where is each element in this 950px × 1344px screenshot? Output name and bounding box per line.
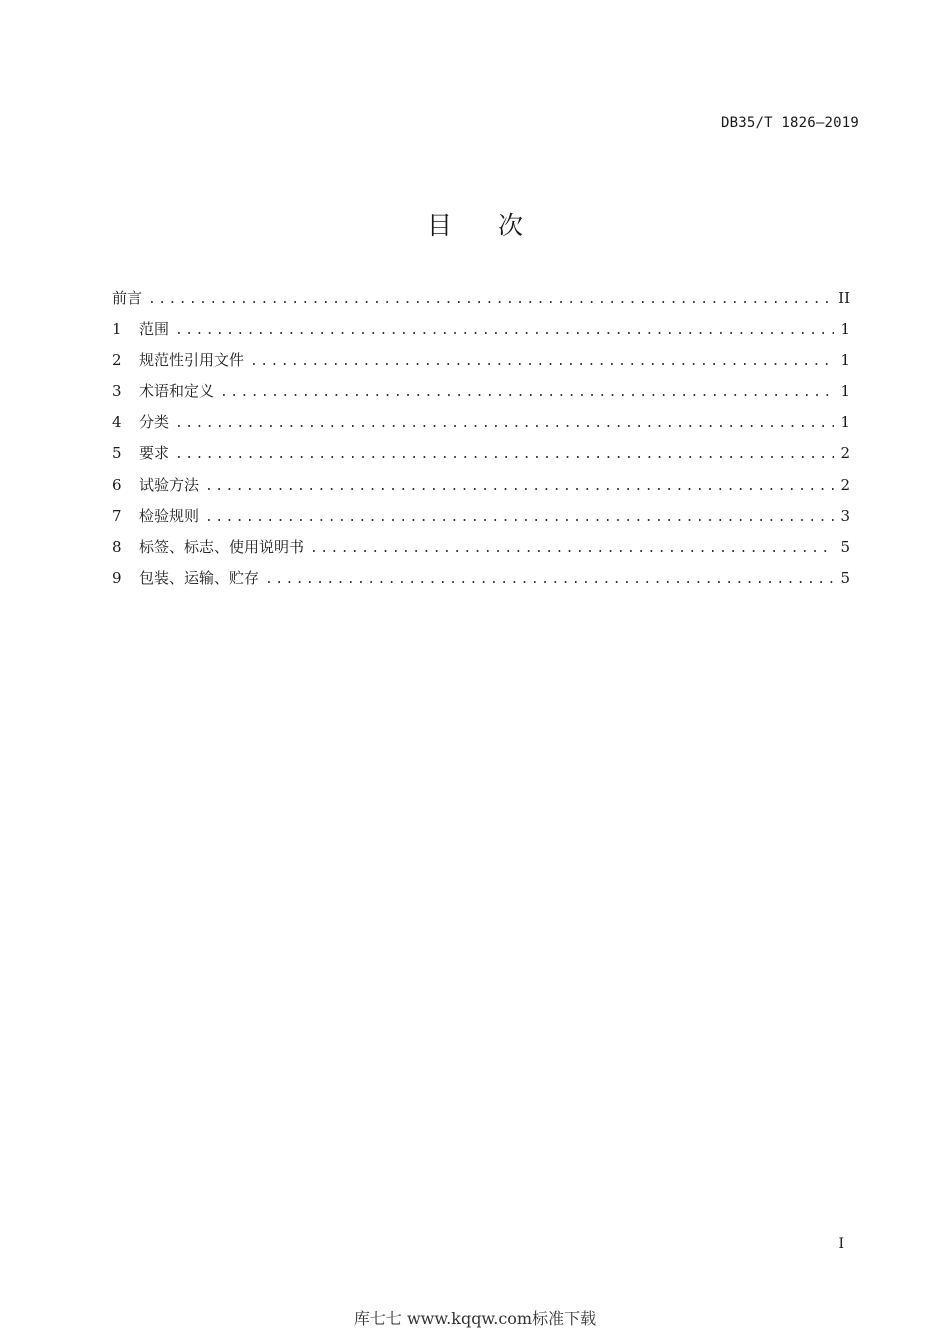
toc-entry-label: 试验方法 (139, 475, 200, 494)
toc-entry-number: 1 (112, 320, 122, 339)
toc-leader-dots (175, 315, 834, 346)
toc-entry-label: 分类 (139, 413, 170, 432)
toc-title: 目次 (426, 211, 569, 240)
toc-entry-classification[interactable] (112, 407, 850, 438)
toc-entry-label: 规范性引用文件 (139, 351, 245, 370)
toc-entry-label: 前言 (112, 289, 143, 307)
toc-entry-foreword[interactable] (112, 283, 850, 314)
toc-leader-dots (310, 533, 834, 564)
toc-entry-label: 标签、标志、使用说明书 (139, 537, 305, 556)
table-of-contents (112, 283, 850, 594)
toc-entry-normative-references[interactable] (112, 345, 850, 376)
toc-entry-page: 1 (840, 351, 850, 370)
toc-entry-page: II (838, 289, 850, 307)
standard-code: DB35/T 1826—2019 (720, 115, 859, 131)
toc-leader-dots (250, 346, 834, 377)
toc-entry-page: 5 (840, 568, 850, 587)
toc-entry-test-methods[interactable] (112, 470, 850, 501)
toc-leader-dots (175, 408, 834, 439)
toc-leader-dots (220, 377, 834, 408)
toc-entry-packaging[interactable] (112, 563, 850, 594)
toc-entry-number: 3 (112, 382, 122, 401)
toc-entry-scope[interactable] (112, 314, 850, 345)
toc-leader-dots (175, 439, 834, 470)
toc-entry-inspection-rules[interactable] (112, 501, 850, 532)
toc-entry-page: 3 (840, 506, 850, 525)
toc-entry-label: 术语和定义 (139, 382, 215, 401)
toc-entry-number: 5 (112, 444, 122, 463)
toc-entry-page: 5 (840, 537, 850, 556)
toc-leader-dots (265, 564, 834, 595)
toc-entry-label: 要求 (139, 444, 170, 463)
toc-leader-dots (148, 284, 832, 315)
toc-entry-number: 4 (112, 413, 122, 432)
toc-entry-requirements[interactable] (112, 438, 850, 469)
toc-entry-page: 1 (840, 382, 850, 401)
page-number: I (838, 1236, 844, 1252)
toc-entry-number: 9 (112, 568, 122, 587)
toc-entry-number: 2 (112, 351, 122, 370)
toc-leader-dots (205, 502, 834, 533)
toc-entry-labeling[interactable] (112, 532, 850, 563)
toc-entry-terms-definitions[interactable] (112, 376, 850, 407)
toc-entry-label: 检验规则 (139, 506, 200, 525)
toc-entry-page: 1 (840, 413, 850, 432)
toc-entry-page: 2 (840, 475, 850, 494)
toc-entry-number: 6 (112, 475, 122, 494)
toc-leader-dots (205, 471, 834, 502)
toc-entry-number: 8 (112, 537, 122, 556)
toc-entry-number: 7 (112, 506, 122, 525)
toc-entry-page: 1 (840, 320, 850, 339)
source-watermark: 库七七 www.kqqw.com标准下载 (353, 1309, 597, 1328)
toc-entry-page: 2 (840, 444, 850, 463)
toc-entry-label: 范围 (139, 320, 170, 339)
toc-entry-label: 包装、运输、贮存 (139, 568, 260, 587)
